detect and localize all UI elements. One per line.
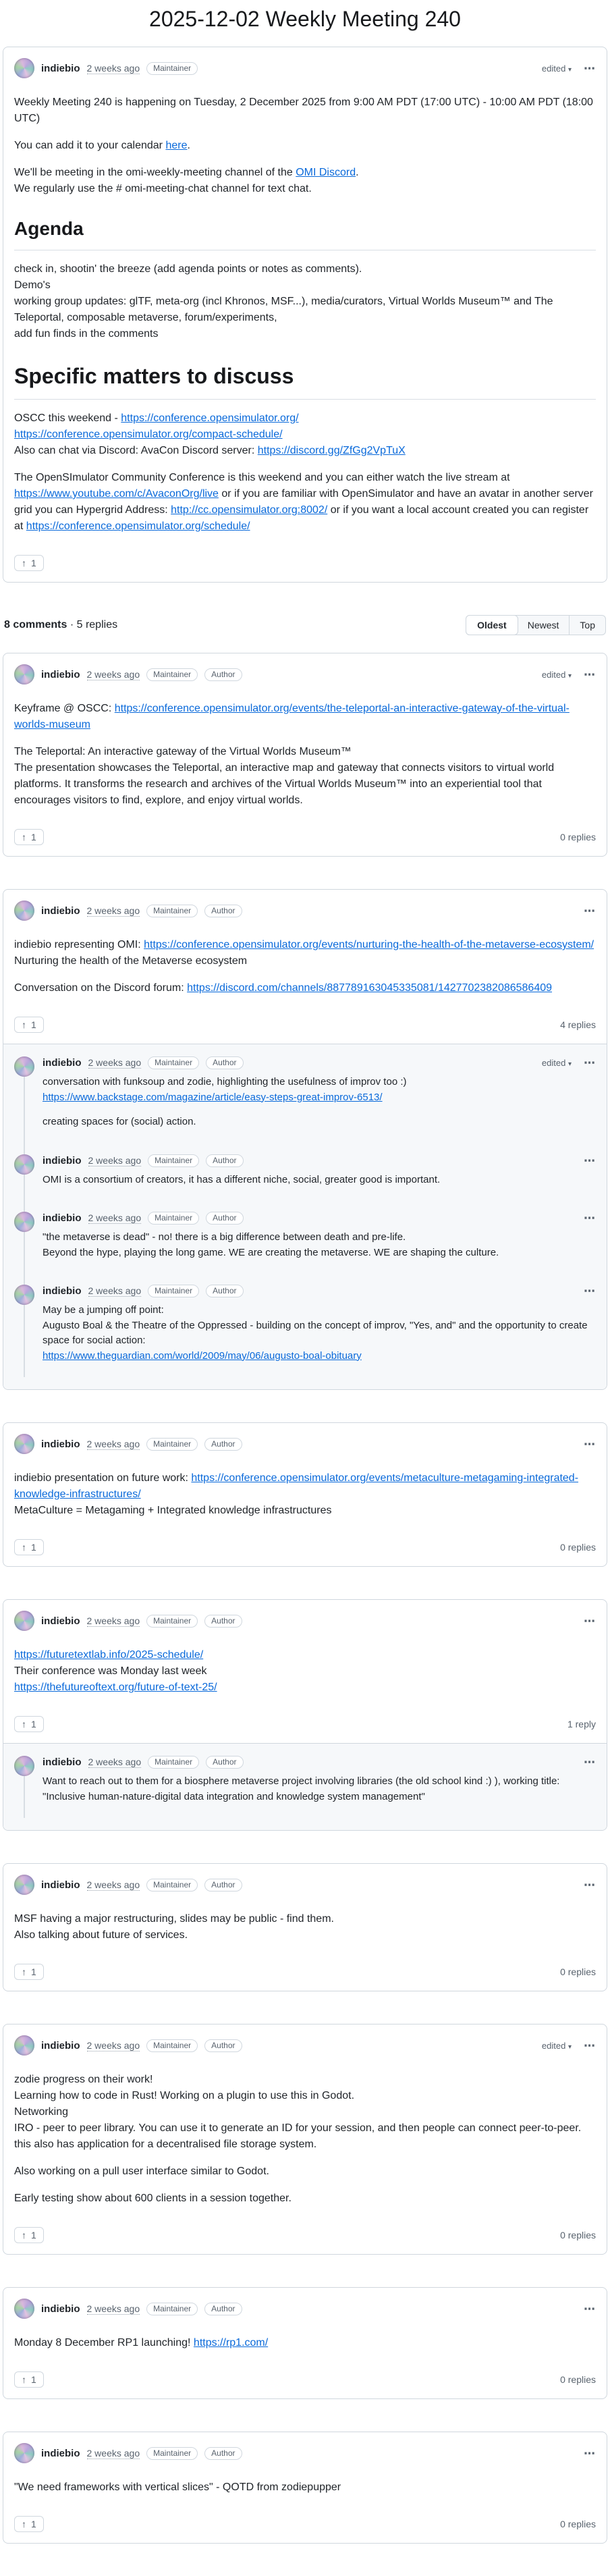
comments-count: 8 comments <box>4 619 67 630</box>
username-link[interactable]: indiebio <box>41 2447 80 2459</box>
post-body <box>3 78 607 551</box>
reply <box>14 1748 596 1821</box>
reply-body <box>43 1230 596 1260</box>
upvote-button[interactable] <box>14 829 44 845</box>
comment-card <box>3 1599 607 1831</box>
timestamp-link[interactable]: 2 weeks ago <box>86 1615 140 1626</box>
upvote-count: 1 <box>31 558 36 568</box>
reply-header <box>43 1154 596 1167</box>
upvote-button[interactable] <box>14 1539 44 1555</box>
reply-count: 0 replies <box>560 2230 596 2240</box>
upvote-button[interactable] <box>14 1716 44 1732</box>
link[interactable]: https://conference.opensimulator.org/ <box>121 412 299 424</box>
reply <box>14 1146 596 1204</box>
avatar[interactable] <box>14 1756 34 1776</box>
author-badge: Author <box>204 1879 242 1891</box>
timestamp-link[interactable]: 2 weeks ago <box>88 1057 142 1068</box>
comment-footer <box>3 2367 607 2398</box>
replies-section <box>3 1743 607 1830</box>
link[interactable]: https://discord.gg/ZfGg2VpTuX <box>257 445 406 456</box>
sort-oldest[interactable]: Oldest <box>466 615 518 635</box>
timestamp-link[interactable]: 2 weeks ago <box>86 62 140 74</box>
link[interactable]: https://www.youtube.com/c/AvaconOrg/live <box>14 488 219 500</box>
avatar[interactable] <box>14 1611 34 1631</box>
link[interactable]: https://conference.opensimulator.org/events/the-teleportal-an-interactive-gateway-of-the-virtual-worlds-museum <box>14 703 570 730</box>
arrow-up-icon: ↑ <box>22 1966 26 1977</box>
timestamp-link[interactable]: 2 weeks ago <box>86 1438 140 1449</box>
reply <box>14 1204 596 1277</box>
avatar[interactable] <box>14 1154 34 1175</box>
reply-count: 0 replies <box>560 1966 596 1977</box>
upvote-button[interactable] <box>14 555 44 571</box>
link[interactable]: here <box>165 140 188 151</box>
paragraph: Keyframe @ OSCC: https://conference.opensimulator.org/events/the-teleportal-an-interactive-gateway-of-the-virtual-worlds-museum <box>14 703 570 730</box>
reply-count: 0 replies <box>560 832 596 842</box>
maintainer-badge: Maintainer <box>146 905 198 917</box>
comment-footer <box>3 1712 607 1743</box>
chevron-down-icon: ▾ <box>567 672 572 680</box>
post-footer <box>3 551 607 582</box>
maintainer-badge: Maintainer <box>148 1285 199 1297</box>
maintainer-badge: Maintainer <box>146 668 198 681</box>
avatar[interactable] <box>14 2299 34 2319</box>
upvote-count: 1 <box>31 2230 36 2240</box>
reply-body <box>43 1303 596 1364</box>
paragraph: OMI is a consortium of creators, it has a different niche, social, greater good is important. <box>43 1173 441 1185</box>
comment-body <box>3 1631 607 1712</box>
comment-header <box>3 2432 607 2463</box>
username-link[interactable]: indiebio <box>41 62 80 74</box>
paragraph: Conversation on the Discord forum: https://discord.com/channels/887789163045335081/1427702382086586409 <box>14 982 553 994</box>
separator-dot: · <box>70 619 74 630</box>
sort-control <box>466 615 606 635</box>
link[interactable]: https://conference.opensimulator.org/schedule/ <box>26 520 250 532</box>
comment-header <box>3 890 607 921</box>
comment-header <box>3 1600 607 1631</box>
comment-header <box>3 1423 607 1454</box>
maintainer-badge: Maintainer <box>146 1438 198 1451</box>
comment-footer <box>3 2223 607 2254</box>
arrow-up-icon: ↑ <box>22 1019 26 1030</box>
timestamp-link[interactable]: 2 weeks ago <box>86 2039 140 2051</box>
paragraph: Want to reach out to them for a biosphere metaverse project involving libraries (the old school kind :) ), working title: "Inclusive human-nature-digital data integration and knowledge system management" <box>43 1775 560 1802</box>
paragraph: zodie progress on their work! Learning how to code in Rust! Working on a plugin to use this in Godot. Networking IRO - peer to peer library. You can use it to generate an ID for your session, and then people can connect peer-to-peer. this also has application for a decentralised file storage system. <box>14 2074 582 2150</box>
author-badge: Author <box>206 1056 243 1069</box>
username-link[interactable]: indiebio <box>43 1212 82 1224</box>
upvote-count: 1 <box>31 1019 36 1030</box>
comment-body <box>3 1895 607 1960</box>
upvote-count: 1 <box>31 2374 36 2385</box>
author-badge: Author <box>204 2303 242 2315</box>
reply-body <box>43 1173 596 1188</box>
kebab-menu-button[interactable]: ⋯ <box>584 1878 596 1891</box>
kebab-menu-button[interactable]: ⋯ <box>584 904 596 917</box>
reply-header <box>43 1056 596 1069</box>
arrow-up-icon: ↑ <box>22 2230 26 2240</box>
timestamp-link[interactable]: 2 weeks ago <box>86 668 140 680</box>
username-link[interactable]: indiebio <box>41 668 80 680</box>
link[interactable]: OMI Discord <box>296 167 356 178</box>
username-link[interactable]: indiebio <box>41 2303 80 2315</box>
upvote-count: 1 <box>31 1542 36 1553</box>
paragraph: The OpenSImulator Community Conference is this weekend and you can either watch the live stream at https://www.youtube.com/c/AvaconOrg/live or if you are familiar with OpenSimulator and have an avatar in another server grid you can Hypergrid Address: http://cc.opensimulator.org:8002/ or if you want a local account created you can register at https://conference.opensimulator.org/schedule/ <box>14 472 593 532</box>
maintainer-badge: Maintainer <box>148 1056 199 1069</box>
arrow-up-icon: ↑ <box>22 2374 26 2385</box>
replies-count: 5 replies <box>76 619 118 630</box>
avatar[interactable] <box>14 901 34 921</box>
kebab-menu-button[interactable]: ⋯ <box>584 1614 596 1628</box>
link[interactable]: https://conference.opensimulator.org/events/nurturing-the-health-of-the-metaverse-ecosystem/ <box>144 939 594 950</box>
edited-dropdown[interactable]: edited ▾ <box>541 1058 572 1068</box>
paragraph: check in, shootin' the breeze (add agenda points or notes as comments). Demo's working group updates: glTF, meta-org (incl Khronos, MSF...), media/curators, Virtual Worlds Museum™ and The Teleportal, composable metaverse, forum/experiments, add fun finds in the comments <box>14 263 553 340</box>
edited-dropdown[interactable]: edited ▾ <box>541 669 572 680</box>
upvote-button[interactable] <box>14 2227 44 2243</box>
maintainer-badge: Maintainer <box>148 1154 199 1167</box>
avatar[interactable] <box>14 1875 34 1895</box>
author-badge: Author <box>204 668 242 681</box>
chevron-down-icon: ▾ <box>567 65 572 74</box>
arrow-up-icon: ↑ <box>22 1719 26 1729</box>
comment-body <box>3 685 607 825</box>
author-badge: Author <box>206 1212 243 1225</box>
comment-body <box>3 1454 607 1535</box>
author-badge: Author <box>204 2447 242 2460</box>
kebab-menu-button[interactable]: ⋯ <box>584 668 596 681</box>
reply <box>14 1277 596 1380</box>
paragraph: You can add it to your calendar here. <box>14 140 190 151</box>
link[interactable]: https://www.theguardian.com/world/2009/may/06/augusto-boal-obituary <box>43 1349 362 1362</box>
reply-count: 0 replies <box>560 2519 596 2529</box>
maintainer-badge: Maintainer <box>148 1212 199 1225</box>
replies-section <box>3 1044 607 1389</box>
comment-header <box>3 2288 607 2319</box>
sort-newest[interactable]: Newest <box>527 620 559 630</box>
reply-count: 0 replies <box>560 1542 596 1553</box>
author-badge: Author <box>206 1756 243 1769</box>
comment-header <box>3 2024 607 2056</box>
upvote-button[interactable] <box>14 2371 44 2388</box>
avatar[interactable] <box>14 1285 34 1305</box>
reply <box>14 1048 596 1146</box>
reply-count: 4 replies <box>560 1019 596 1030</box>
reply-header <box>43 1285 596 1297</box>
username-link[interactable]: indiebio <box>41 1438 80 1450</box>
kebab-menu-button[interactable]: ⋯ <box>584 1756 596 1769</box>
reply-count: 1 reply <box>567 1719 596 1729</box>
maintainer-badge: Maintainer <box>146 2039 198 2052</box>
comment-card <box>3 2432 607 2544</box>
author-badge: Author <box>204 1615 242 1628</box>
reply-count: 0 replies <box>560 2374 596 2385</box>
heading-specific-matters: Specific matters to discuss <box>14 360 596 400</box>
upvote-button[interactable] <box>14 2516 44 2532</box>
link[interactable]: https://futuretextlab.info/2025-schedule/ <box>14 1649 204 1661</box>
comment-footer <box>3 1013 607 1044</box>
author-badge: Author <box>204 2039 242 2052</box>
paragraph: We'll be meeting in the omi-weekly-meeting channel of the OMI Discord. We regularly use the # omi-meeting-chat channel for text chat. <box>14 167 359 194</box>
upvote-button[interactable] <box>14 1017 44 1033</box>
paragraph: creating spaces for (social) action. <box>43 1116 196 1127</box>
avatar[interactable] <box>14 1056 34 1077</box>
paragraph: May be a jumping off point: Augusto Boal & the Theatre of the Oppressed - building on the concept of improv, "Yes, and" and the opportunity to create space for social action: https://www.theguardian.com/world/2009/may/06/augusto-boal-obituary <box>43 1304 588 1362</box>
maintainer-badge: Maintainer <box>146 1615 198 1628</box>
page <box>0 7 610 2544</box>
comment-card <box>3 2287 607 2399</box>
paragraph: Weekly Meeting 240 is happening on Tuesday, 2 December 2025 from 9:00 AM PDT (17:00 UTC) - 10:00 AM PDT (18:00 UTC) <box>14 97 593 124</box>
paragraph: conversation with funksoup and zodie, highlighting the usefulness of improv too :) https://www.backstage.com/magazine/article/easy-steps-great-improv-6513/ <box>43 1076 407 1103</box>
maintainer-badge: Maintainer <box>146 1879 198 1891</box>
paragraph: "the metaverse is dead" - no! there is a big difference between death and pre-life. Beyond the hype, playing the long game. WE are creating the metaverse. WE are shaping the culture. <box>43 1231 499 1258</box>
paragraph: Also working on a pull user interface similar to Godot. <box>14 2166 269 2177</box>
arrow-up-icon: ↑ <box>22 1542 26 1553</box>
kebab-menu-button[interactable]: ⋯ <box>584 1154 596 1167</box>
comment-footer <box>3 2512 607 2543</box>
reply-header <box>43 1212 596 1225</box>
kebab-menu-button[interactable]: ⋯ <box>584 2302 596 2315</box>
chevron-down-icon: ▾ <box>567 1061 572 1068</box>
arrow-up-icon: ↑ <box>22 2519 26 2529</box>
kebab-menu-button[interactable]: ⋯ <box>584 1437 596 1451</box>
maintainer-badge: Maintainer <box>148 1756 199 1769</box>
comment-card <box>3 1863 607 1991</box>
reply-body <box>43 1075 596 1130</box>
username-link[interactable]: indiebio <box>43 1285 82 1297</box>
kebab-menu-button[interactable]: ⋯ <box>584 2446 596 2460</box>
upvote-count: 1 <box>31 2519 36 2529</box>
link[interactable]: https://conference.opensimulator.org/compact-schedule/ <box>14 429 283 440</box>
timestamp-link[interactable]: 2 weeks ago <box>86 2447 140 2459</box>
kebab-menu-button[interactable]: ⋯ <box>584 1285 596 1297</box>
paragraph: indiebio representing OMI: https://conference.opensimulator.org/events/nurturing-the-health-of-the-metaverse-ecosystem/ Nurturing the health of the Metaverse ecosystem <box>14 939 594 967</box>
paragraph: Monday 8 December RP1 launching! https://rp1.com/ <box>14 2337 269 2349</box>
timestamp-link[interactable]: 2 weeks ago <box>86 905 140 916</box>
heading-agenda: Agenda <box>14 215 596 250</box>
kebab-menu-button[interactable]: ⋯ <box>584 1056 596 1069</box>
timestamp-link[interactable]: 2 weeks ago <box>88 1154 142 1166</box>
paragraph: The Teleportal: An interactive gateway of the Virtual Worlds Museum™ The presentation showcases the Teleportal, an interactive map and gateway that connects visitors to virtual world platforms. It transforms the research and archives of the Virtual Worlds Museum™ into an experiential tool that encourages visitors to find, explore, and enjoy virtual worlds. <box>14 746 555 806</box>
discussion-body-card <box>3 47 607 583</box>
edited-dropdown[interactable]: edited ▾ <box>541 2040 572 2051</box>
timestamp-link[interactable]: 2 weeks ago <box>88 1285 142 1296</box>
username-link[interactable]: indiebio <box>41 1615 80 1627</box>
link[interactable]: https://conference.opensimulator.org/events/metaculture-metagaming-integrated-knowledge-infrastructures/ <box>14 1472 579 1500</box>
comment-footer <box>3 825 607 856</box>
timestamp-link[interactable]: 2 weeks ago <box>86 2303 140 2314</box>
paragraph: "We need frameworks with vertical slices" - QOTD from zodiepupper <box>14 2481 341 2493</box>
upvote-count: 1 <box>31 1719 36 1729</box>
comment-header <box>3 653 607 685</box>
reply-header <box>43 1756 596 1769</box>
upvote-count: 1 <box>31 1966 36 1977</box>
avatar[interactable] <box>14 2035 34 2056</box>
link[interactable]: http://cc.opensimulator.org:8002/ <box>171 504 328 516</box>
avatar[interactable] <box>14 58 34 78</box>
arrow-up-icon: ↑ <box>22 832 26 842</box>
comment-card <box>3 653 607 857</box>
comment-card <box>3 1422 607 1567</box>
avatar[interactable] <box>14 1434 34 1454</box>
comment-body <box>3 2056 607 2223</box>
username-link[interactable]: indiebio <box>41 2039 80 2051</box>
paragraph: indiebio presentation on future work: https://conference.opensimulator.org/events/metaculture-metagaming-integrated-knowledge-infrastructures/ MetaCulture = Metagaming + Integrated knowledge infrastructures <box>14 1472 579 1516</box>
link[interactable]: https://thefutureoftext.org/future-of-text-25/ <box>14 1682 217 1693</box>
username-link[interactable]: indiebio <box>43 1154 82 1166</box>
kebab-menu-button[interactable]: ⋯ <box>584 1212 596 1225</box>
username-link[interactable]: indiebio <box>43 1057 82 1069</box>
maintainer-badge: Maintainer <box>146 2447 198 2460</box>
comment-header <box>3 1864 607 1895</box>
paragraph: Early testing show about 600 clients in a session together. <box>14 2193 292 2204</box>
chevron-down-icon: ▾ <box>567 2043 572 2051</box>
timestamp-link[interactable]: 2 weeks ago <box>88 1212 142 1223</box>
page-title: 2025-12-02 Weekly Meeting 240 <box>149 7 461 31</box>
comment-body <box>3 2463 607 2512</box>
kebab-menu-button[interactable]: ⋯ <box>584 2039 596 2052</box>
author-badge: Author <box>204 905 242 917</box>
comment-body <box>3 921 607 1013</box>
comment-card <box>3 889 607 1390</box>
comment-card <box>3 2024 607 2255</box>
avatar[interactable] <box>14 1212 34 1232</box>
username-link[interactable]: indiebio <box>43 1756 82 1768</box>
arrow-up-icon: ↑ <box>22 558 26 568</box>
maintainer-badge: Maintainer <box>146 62 198 75</box>
link[interactable]: https://discord.com/channels/887789163045335081/1427702382086586409 <box>187 982 553 994</box>
avatar[interactable] <box>14 664 34 685</box>
username-link[interactable]: indiebio <box>41 905 80 917</box>
paragraph: https://futuretextlab.info/2025-schedule/ Their conference was Monday last week https://thefutureoftext.org/future-of-text-25/ <box>14 1649 217 1693</box>
upvote-button[interactable] <box>14 1964 44 1980</box>
author-badge: Author <box>204 1438 242 1451</box>
maintainer-badge: Maintainer <box>146 2303 198 2315</box>
sort-top[interactable]: Top <box>569 616 605 635</box>
author-badge: Author <box>206 1285 243 1297</box>
reply-body <box>43 1774 596 1804</box>
author-badge: Author <box>206 1154 243 1167</box>
post-header <box>3 47 607 78</box>
timestamp-link[interactable]: 2 weeks ago <box>86 1879 140 1890</box>
username-link[interactable]: indiebio <box>41 1879 80 1891</box>
comment-footer <box>3 1535 607 1566</box>
upvote-count: 1 <box>31 832 36 842</box>
edited-dropdown[interactable]: edited ▾ <box>541 63 572 74</box>
paragraph: MSF having a major restructuring, slides may be public - find them. Also talking about future of services. <box>14 1913 334 1941</box>
link[interactable]: https://www.backstage.com/magazine/article/easy-steps-great-improv-6513/ <box>43 1091 383 1103</box>
comment-footer <box>3 1960 607 1991</box>
comments-bar <box>3 615 607 635</box>
link[interactable]: https://rp1.com/ <box>193 2337 269 2349</box>
comment-body <box>3 2319 607 2367</box>
timestamp-link[interactable]: 2 weeks ago <box>88 1756 142 1767</box>
avatar[interactable] <box>14 2443 34 2463</box>
paragraph: OSCC this weekend - https://conference.opensimulator.org/ https://conference.opensimulator.org/compact-schedule/ Also can chat via Discord: AvaCon Discord server: https://discord.gg/ZfGg2VpTuX <box>14 412 406 456</box>
kebab-menu-button[interactable]: ⋯ <box>584 61 596 75</box>
